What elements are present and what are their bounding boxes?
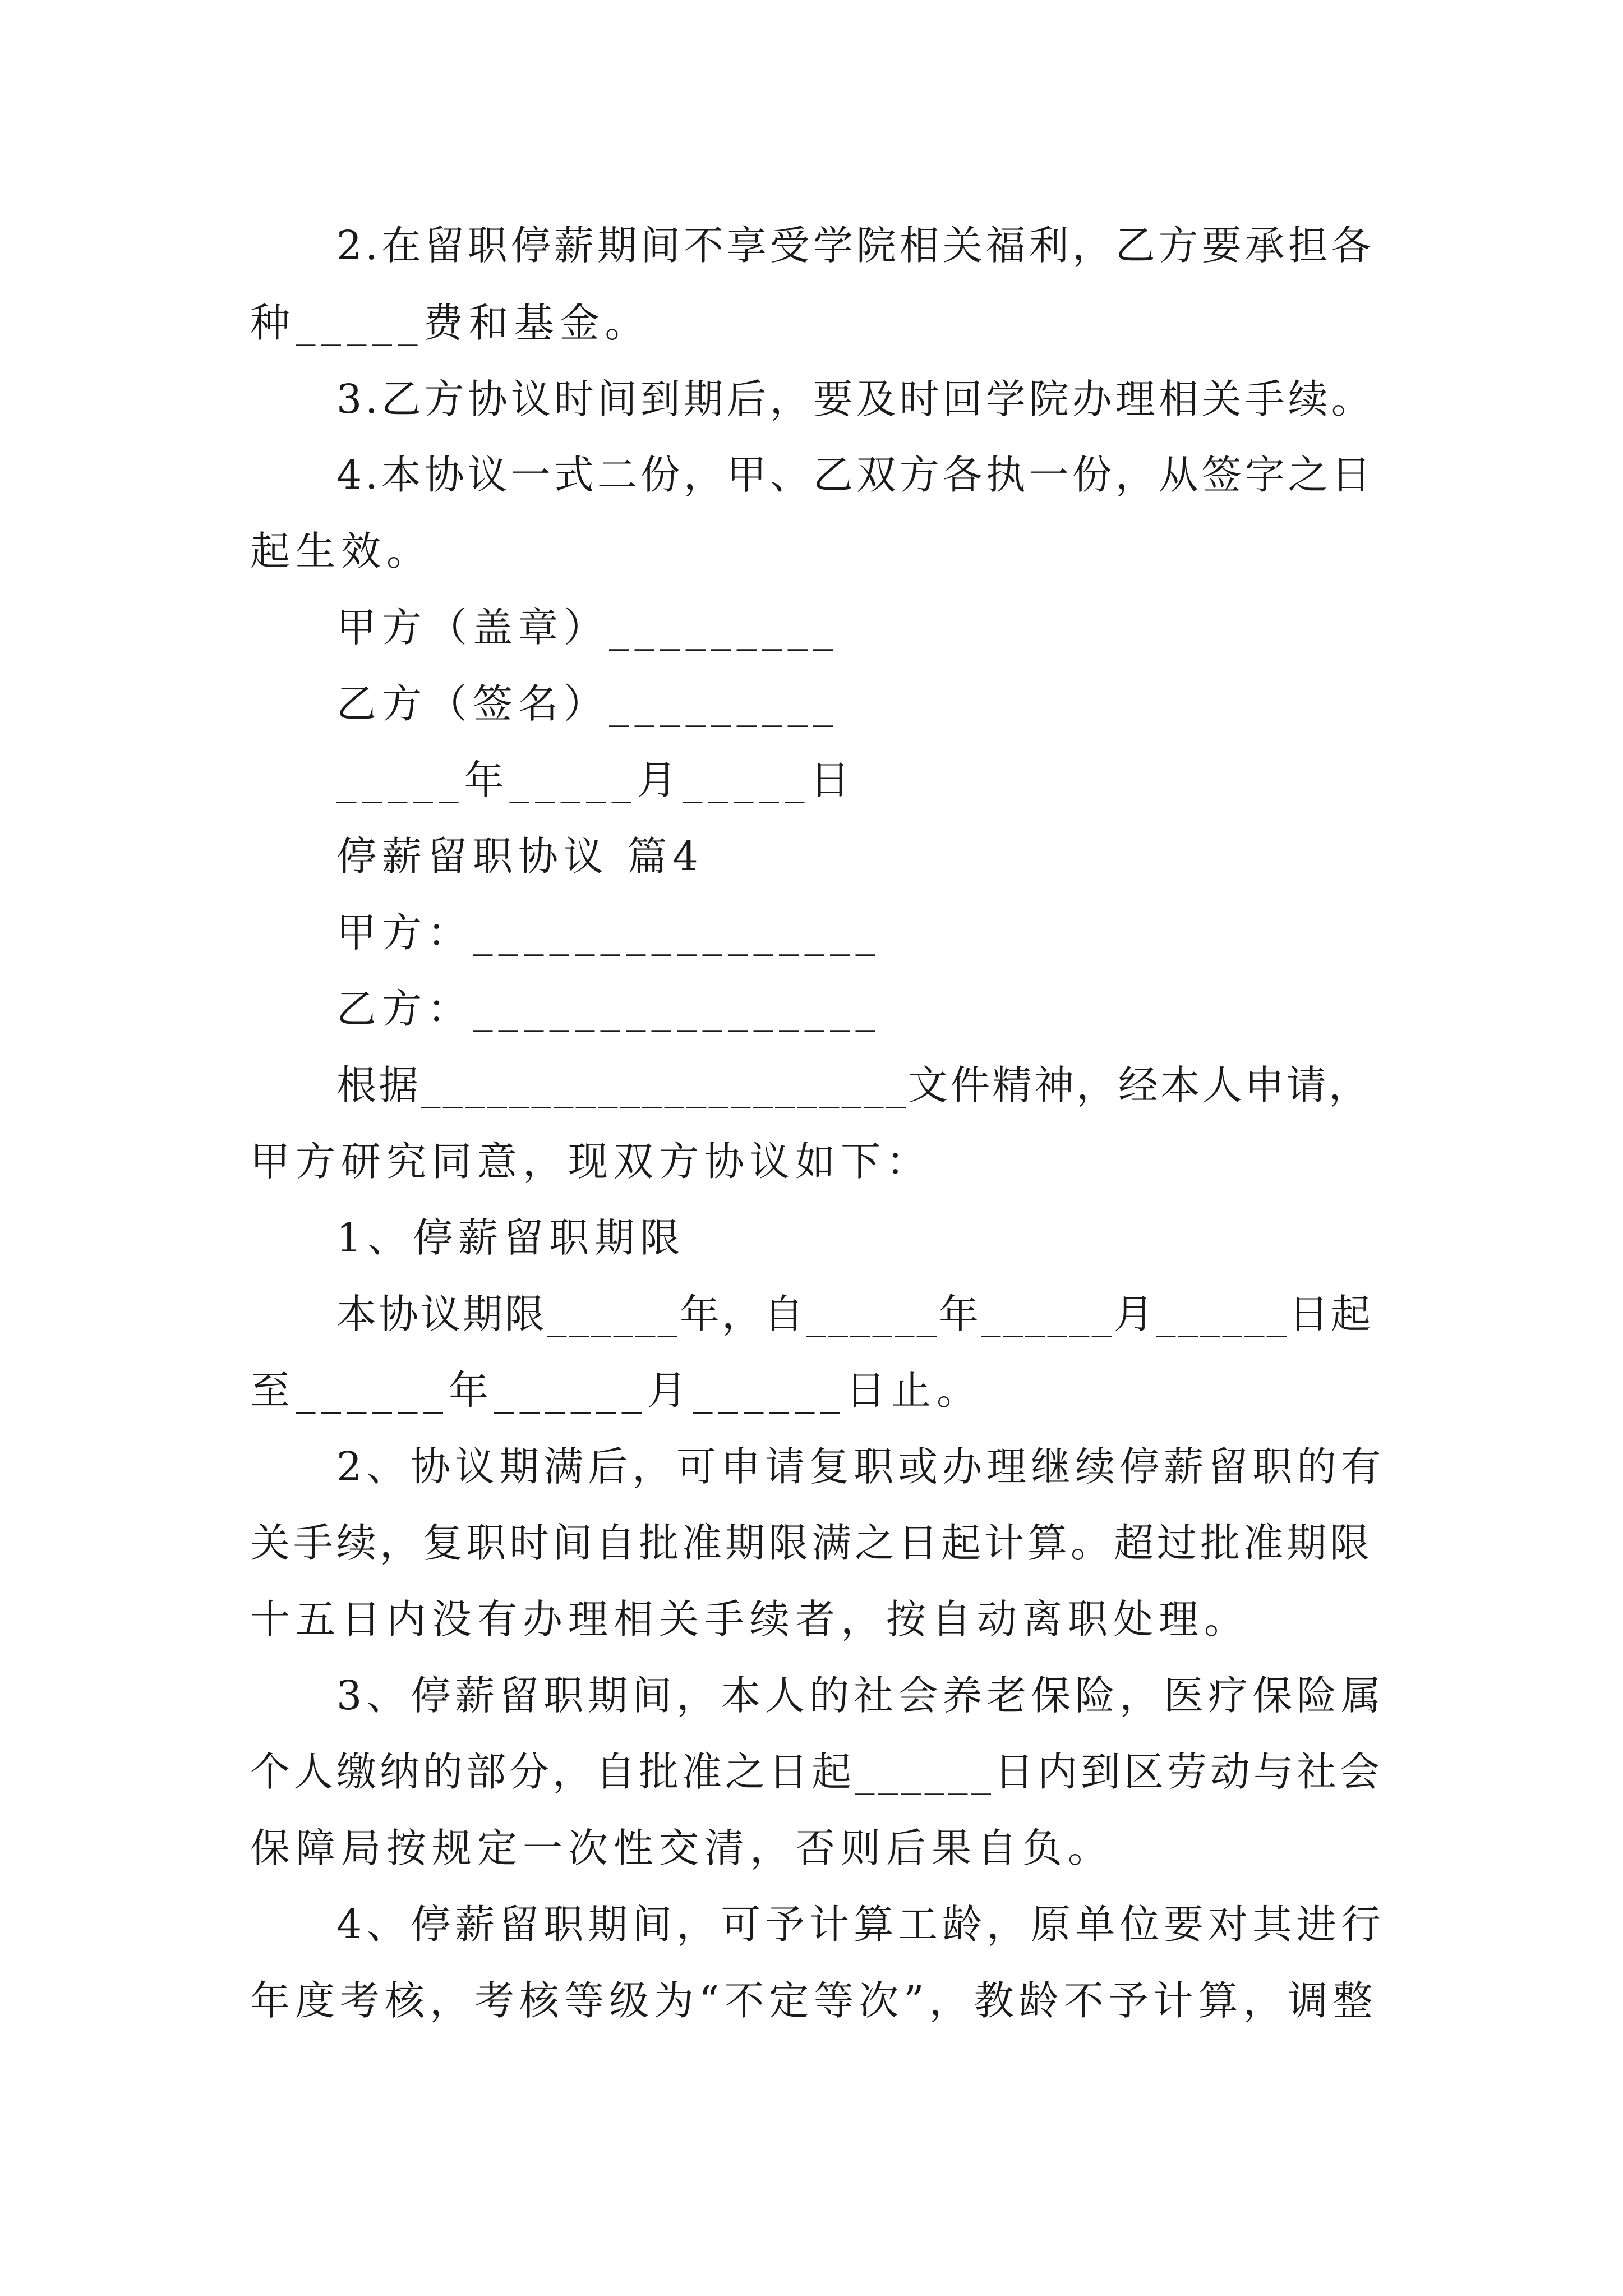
paragraph-line: 保障局按规定一次性交清，否则后果自负。 xyxy=(250,1825,1114,1871)
paragraph-line: 起生效。 xyxy=(250,528,432,574)
paragraph-line: 甲方研究同意，现双方协议如下： xyxy=(250,1138,932,1185)
paragraph-line: 4、停薪留职期间，可予计算工龄，原单位要对其进行 xyxy=(336,1901,1386,1948)
signature-line-party-a: 甲方（盖章）_________ xyxy=(336,604,839,651)
paragraph-line: 年度考核，考核等级为“不定等次”，教龄不予计算，调整 xyxy=(250,1977,1378,2024)
paragraph-line: 本协议期限______年，自______年______月______日起 xyxy=(336,1291,1373,1337)
paragraph-line: 十五日内没有办理相关手续者，按自动离职处理。 xyxy=(250,1596,1250,1642)
paragraph-line: 3.乙方协议时间到期后，要及时回学院办理相关手续。 xyxy=(336,376,1375,422)
paragraph-line: 根据______________________文件精神，经本人申请， xyxy=(336,1062,1371,1108)
paragraph-line: 至______年______月______日止。 xyxy=(250,1367,983,1414)
section-heading: 停薪留职协议 篇4 xyxy=(336,833,704,880)
paragraph-line: 关手续，复职时间自批准期限满之日起计算。超过批准期限 xyxy=(250,1520,1373,1566)
paragraph-line: 2、协议期满后，可申请复职或办理继续停薪留职的有 xyxy=(336,1443,1386,1490)
paragraph-line: 2.在留职停薪期间不享受学院相关福利，乙方要承担各 xyxy=(336,222,1375,269)
paragraph-line: 种_____费和基金。 xyxy=(250,300,651,346)
party-b-field: 乙方：________________ xyxy=(336,986,882,1032)
date-line: _____年_____月_____日 xyxy=(336,757,856,803)
paragraph-line: 3、停薪留职期间，本人的社会养老保险，医疗保险属 xyxy=(336,1672,1386,1719)
clause-heading: 1、停薪留职期限 xyxy=(336,1214,686,1261)
paragraph-line: 4.本协议一式二份，甲、乙双方各执一份，从签字之日 xyxy=(336,452,1375,498)
party-a-field: 甲方：________________ xyxy=(336,909,882,956)
signature-line-party-b: 乙方（签名）_________ xyxy=(336,680,839,727)
paragraph-line: 个人缴纳的部分，自批准之日起______日内到区劳动与社会 xyxy=(250,1749,1384,1795)
